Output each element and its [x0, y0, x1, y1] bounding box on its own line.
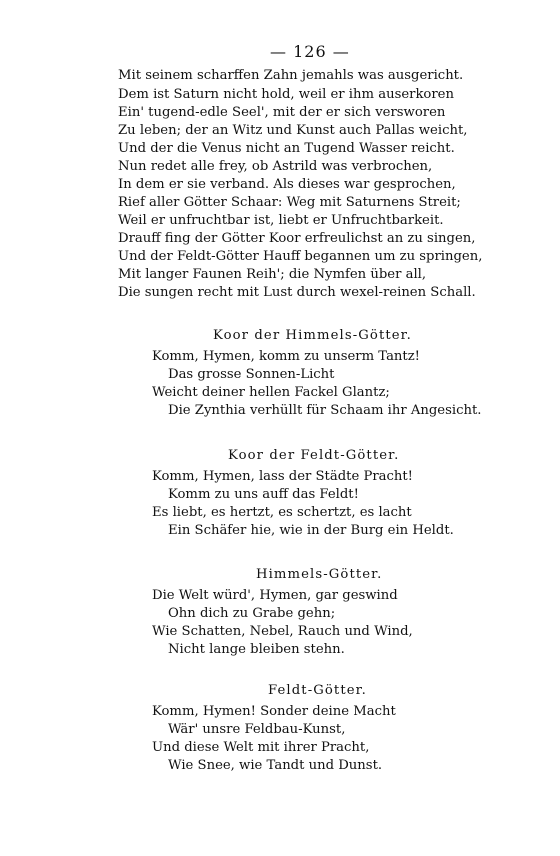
intro-line: Die sungen recht mit Lust durch wexel-reinen Schall.: [118, 285, 476, 300]
stanza-line: Komm zu uns auff das Feldt!: [168, 487, 359, 502]
stanza-line: Das grosse Sonnen-Licht: [168, 367, 335, 382]
stanza-line: Die Zynthia verhüllt für Schaam ihr Angesicht.: [168, 403, 482, 418]
stanza-line: Und diese Welt mit ihrer Pracht,: [152, 740, 370, 755]
intro-line: Drauff fing der Götter Koor erfreulichst an zu singen,: [118, 231, 476, 246]
intro-line: Zu leben; der an Witz und Kunst auch Pallas weicht,: [118, 123, 468, 138]
intro-line: Dem ist Saturn nicht hold, weil er ihm auserkoren: [118, 87, 454, 102]
intro-line: Rief aller Götter Schaar: Weg mit Saturnens Streit;: [118, 195, 461, 210]
stanza-line: Wär' unsre Feldbau-Kunst,: [168, 722, 346, 737]
stanza-line: Ohn dich zu Grabe gehn;: [168, 606, 336, 621]
stanza-line: Komm, Hymen! Sonder deine Macht: [152, 704, 396, 719]
intro-line: Weil er unfruchtbar ist, liebt er Unfruchtbarkeit.: [118, 213, 444, 228]
stanza-line: Ein Schäfer hie, wie in der Burg ein Heldt.: [168, 523, 454, 538]
stanza-line: Es liebt, es hertzt, es schertzt, es lacht: [152, 505, 412, 520]
intro-line: Ein' tugend-edle Seel', mit der er sich versworen: [118, 105, 446, 120]
intro-line: Nun redet alle frey, ob Astrild was verbrochen,: [118, 159, 433, 174]
intro-line: Und der die Venus nicht an Tugend Wasser reicht.: [118, 141, 455, 156]
stanza-line: Die Welt würd', Hymen, gar geswind: [152, 588, 398, 603]
stanza-line: Komm, Hymen, lass der Städte Pracht!: [152, 469, 413, 484]
stanza-line: Wie Schatten, Nebel, Rauch und Wind,: [152, 624, 413, 639]
stanza-line: Nicht lange bleiben stehn.: [168, 642, 345, 657]
page-number: — 126 —: [270, 42, 350, 61]
intro-line: In dem er sie verband. Als dieses war gesprochen,: [118, 177, 456, 192]
stanza-heading: Koor der Feldt-Götter.: [228, 448, 400, 463]
stanza-heading: Himmels-Götter.: [256, 567, 383, 582]
stanza-heading: Feldt-Götter.: [268, 683, 367, 698]
stanza-line: Wie Snee, wie Tandt und Dunst.: [168, 758, 383, 773]
stanza-line: Weicht deiner hellen Fackel Glantz;: [152, 385, 390, 400]
intro-line: Und der Feldt-Götter Hauff begannen um zu springen,: [118, 249, 483, 264]
intro-line: Mit seinem scharffen Zahn jemahls was ausgericht.: [118, 68, 464, 83]
stanza-line: Komm, Hymen, komm zu unserm Tantz!: [152, 349, 420, 364]
stanza-heading: Koor der Himmels-Götter.: [213, 328, 412, 343]
intro-line: Mit langer Faunen Reih'; die Nymfen über all,: [118, 267, 427, 282]
